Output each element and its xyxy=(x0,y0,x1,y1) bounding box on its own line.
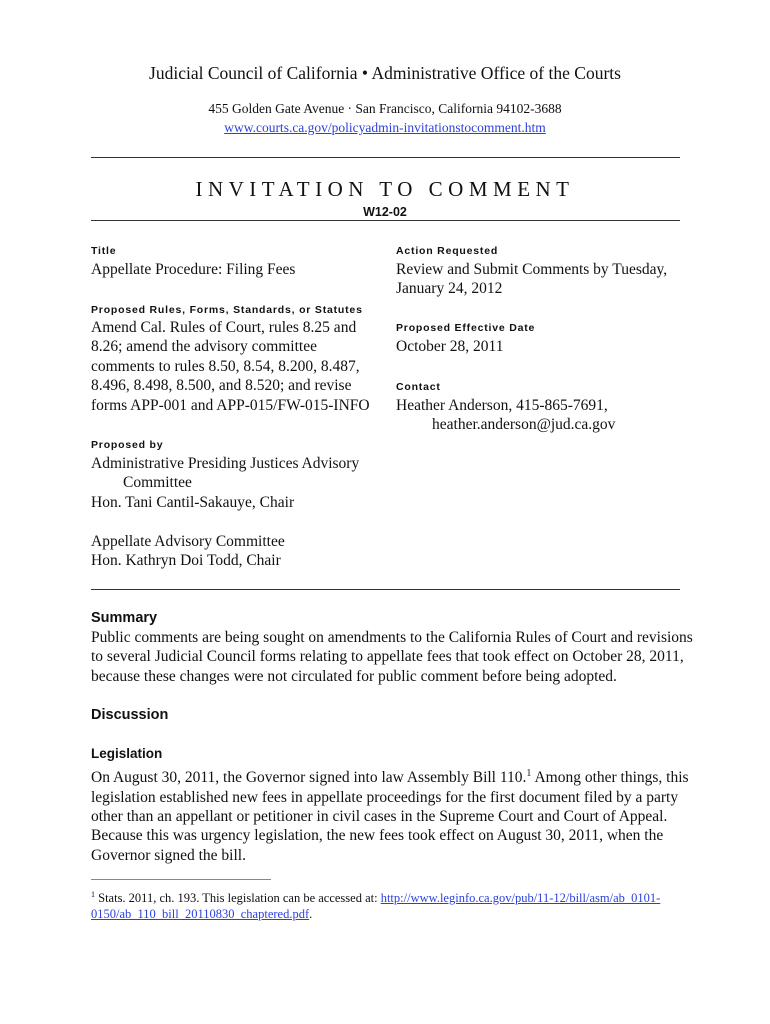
text-line xyxy=(91,764,689,788)
text-line: because these changes were not circulated for public comment before being adopted. xyxy=(91,667,617,685)
divider xyxy=(91,157,680,158)
text-line: Governor signed the bill. xyxy=(91,846,246,864)
text-line: other than an appellant or petitioner in civil cases in the Supreme Court and Court of Appeal. xyxy=(91,807,668,825)
footnote-text: . xyxy=(309,906,313,921)
text-line: 8.496, 8.498, 8.500, and 8.520; and revise xyxy=(91,377,352,395)
footnote-link[interactable]: 0150/ab_110_bill_20110830_chaptered.pdf xyxy=(91,906,310,921)
footnote xyxy=(91,887,660,922)
text-line: 8.26; amend the advisory committee xyxy=(91,338,317,356)
legislation-text xyxy=(91,764,689,865)
address: 455 Golden Gate Avenue · San Francisco, California 94102-3688 xyxy=(208,101,562,116)
text-line: Appellate Advisory Committee xyxy=(91,532,285,550)
text-span: On August 30, 2011, the Governor signed into law Assembly Bill 110. xyxy=(91,769,527,787)
contact-email[interactable]: heather.anderson@jud.ca.gov xyxy=(432,416,616,434)
footnote-number: 1 xyxy=(91,890,95,899)
action-text xyxy=(396,260,667,299)
text-line: Hon. Tani Cantil-Sakauye, Chair xyxy=(91,493,295,511)
text-line: Review and Submit Comments by Tuesday, xyxy=(396,261,668,278)
proposed-by-text xyxy=(91,454,359,570)
website-link[interactable]: www.courts.ca.gov/policyadmin-invitationstocomment.htm xyxy=(224,120,546,135)
text-span: Among other things, this xyxy=(531,769,689,787)
contact-label: Contact xyxy=(396,381,441,393)
contact-name: Heather Anderson, 415-865-7691, xyxy=(396,397,608,414)
text-line: comments to rules 8.50, 8.54, 8.200, 8.487, xyxy=(91,357,360,375)
summary-text xyxy=(91,628,693,686)
footnote-separator xyxy=(91,879,271,880)
footnote-ref[interactable]: 1 xyxy=(526,768,532,779)
text-line: Hon. Kathryn Doi Todd, Chair xyxy=(91,552,281,570)
divider xyxy=(91,220,680,221)
title-label: Title xyxy=(91,245,117,257)
legislation-heading: Legislation xyxy=(91,746,163,761)
rules-label: Proposed Rules, Forms, Standards, or Statutes xyxy=(91,304,363,316)
footnote-link[interactable]: http://www.leginfo.ca.gov/pub/11-12/bill/asm/ab_0101- xyxy=(380,891,661,906)
rules-text xyxy=(91,318,370,415)
text-line: January 24, 2012 xyxy=(396,280,503,298)
discussion-heading: Discussion xyxy=(91,707,169,723)
text-line: Committee xyxy=(123,474,192,492)
effective-date: October 28, 2011 xyxy=(396,338,504,355)
doc-title: INVITATION TO COMMENT xyxy=(195,177,575,201)
action-label: Action Requested xyxy=(396,245,499,257)
contact-text xyxy=(396,396,615,435)
text-line: Administrative Presiding Justices Advisory xyxy=(91,455,360,472)
text-line: forms APP-001 and APP-015/FW-015-INFO xyxy=(91,396,370,414)
text-line: Amend Cal. Rules of Court, rules 8.25 and xyxy=(91,319,357,336)
summary-heading: Summary xyxy=(91,610,158,626)
text-line: legislation established new fees in appellate proceedings for the first document filed by a party xyxy=(91,788,679,806)
text-line: Public comments are being sought on amendments to the California Rules of Court and revisions xyxy=(91,629,693,646)
footnote-text: Stats. 2011, ch. 193. This legislation can be accessed at: xyxy=(95,891,381,906)
proposed-by-label: Proposed by xyxy=(91,439,164,451)
text-line: to several Judicial Council forms relating to appellate fees that took effect on October 28, 2011, xyxy=(91,648,684,666)
text-line: Because this was urgency legislation, the new fees took effect on August 30, 2011, when the xyxy=(91,827,664,845)
doc-number: W12-02 xyxy=(363,205,407,219)
effective-date-label: Proposed Effective Date xyxy=(396,322,536,334)
divider xyxy=(91,589,680,590)
org-heading: Judicial Council of California • Administrative Office of the Courts xyxy=(149,63,621,83)
title-value: Appellate Procedure: Filing Fees xyxy=(91,261,296,278)
